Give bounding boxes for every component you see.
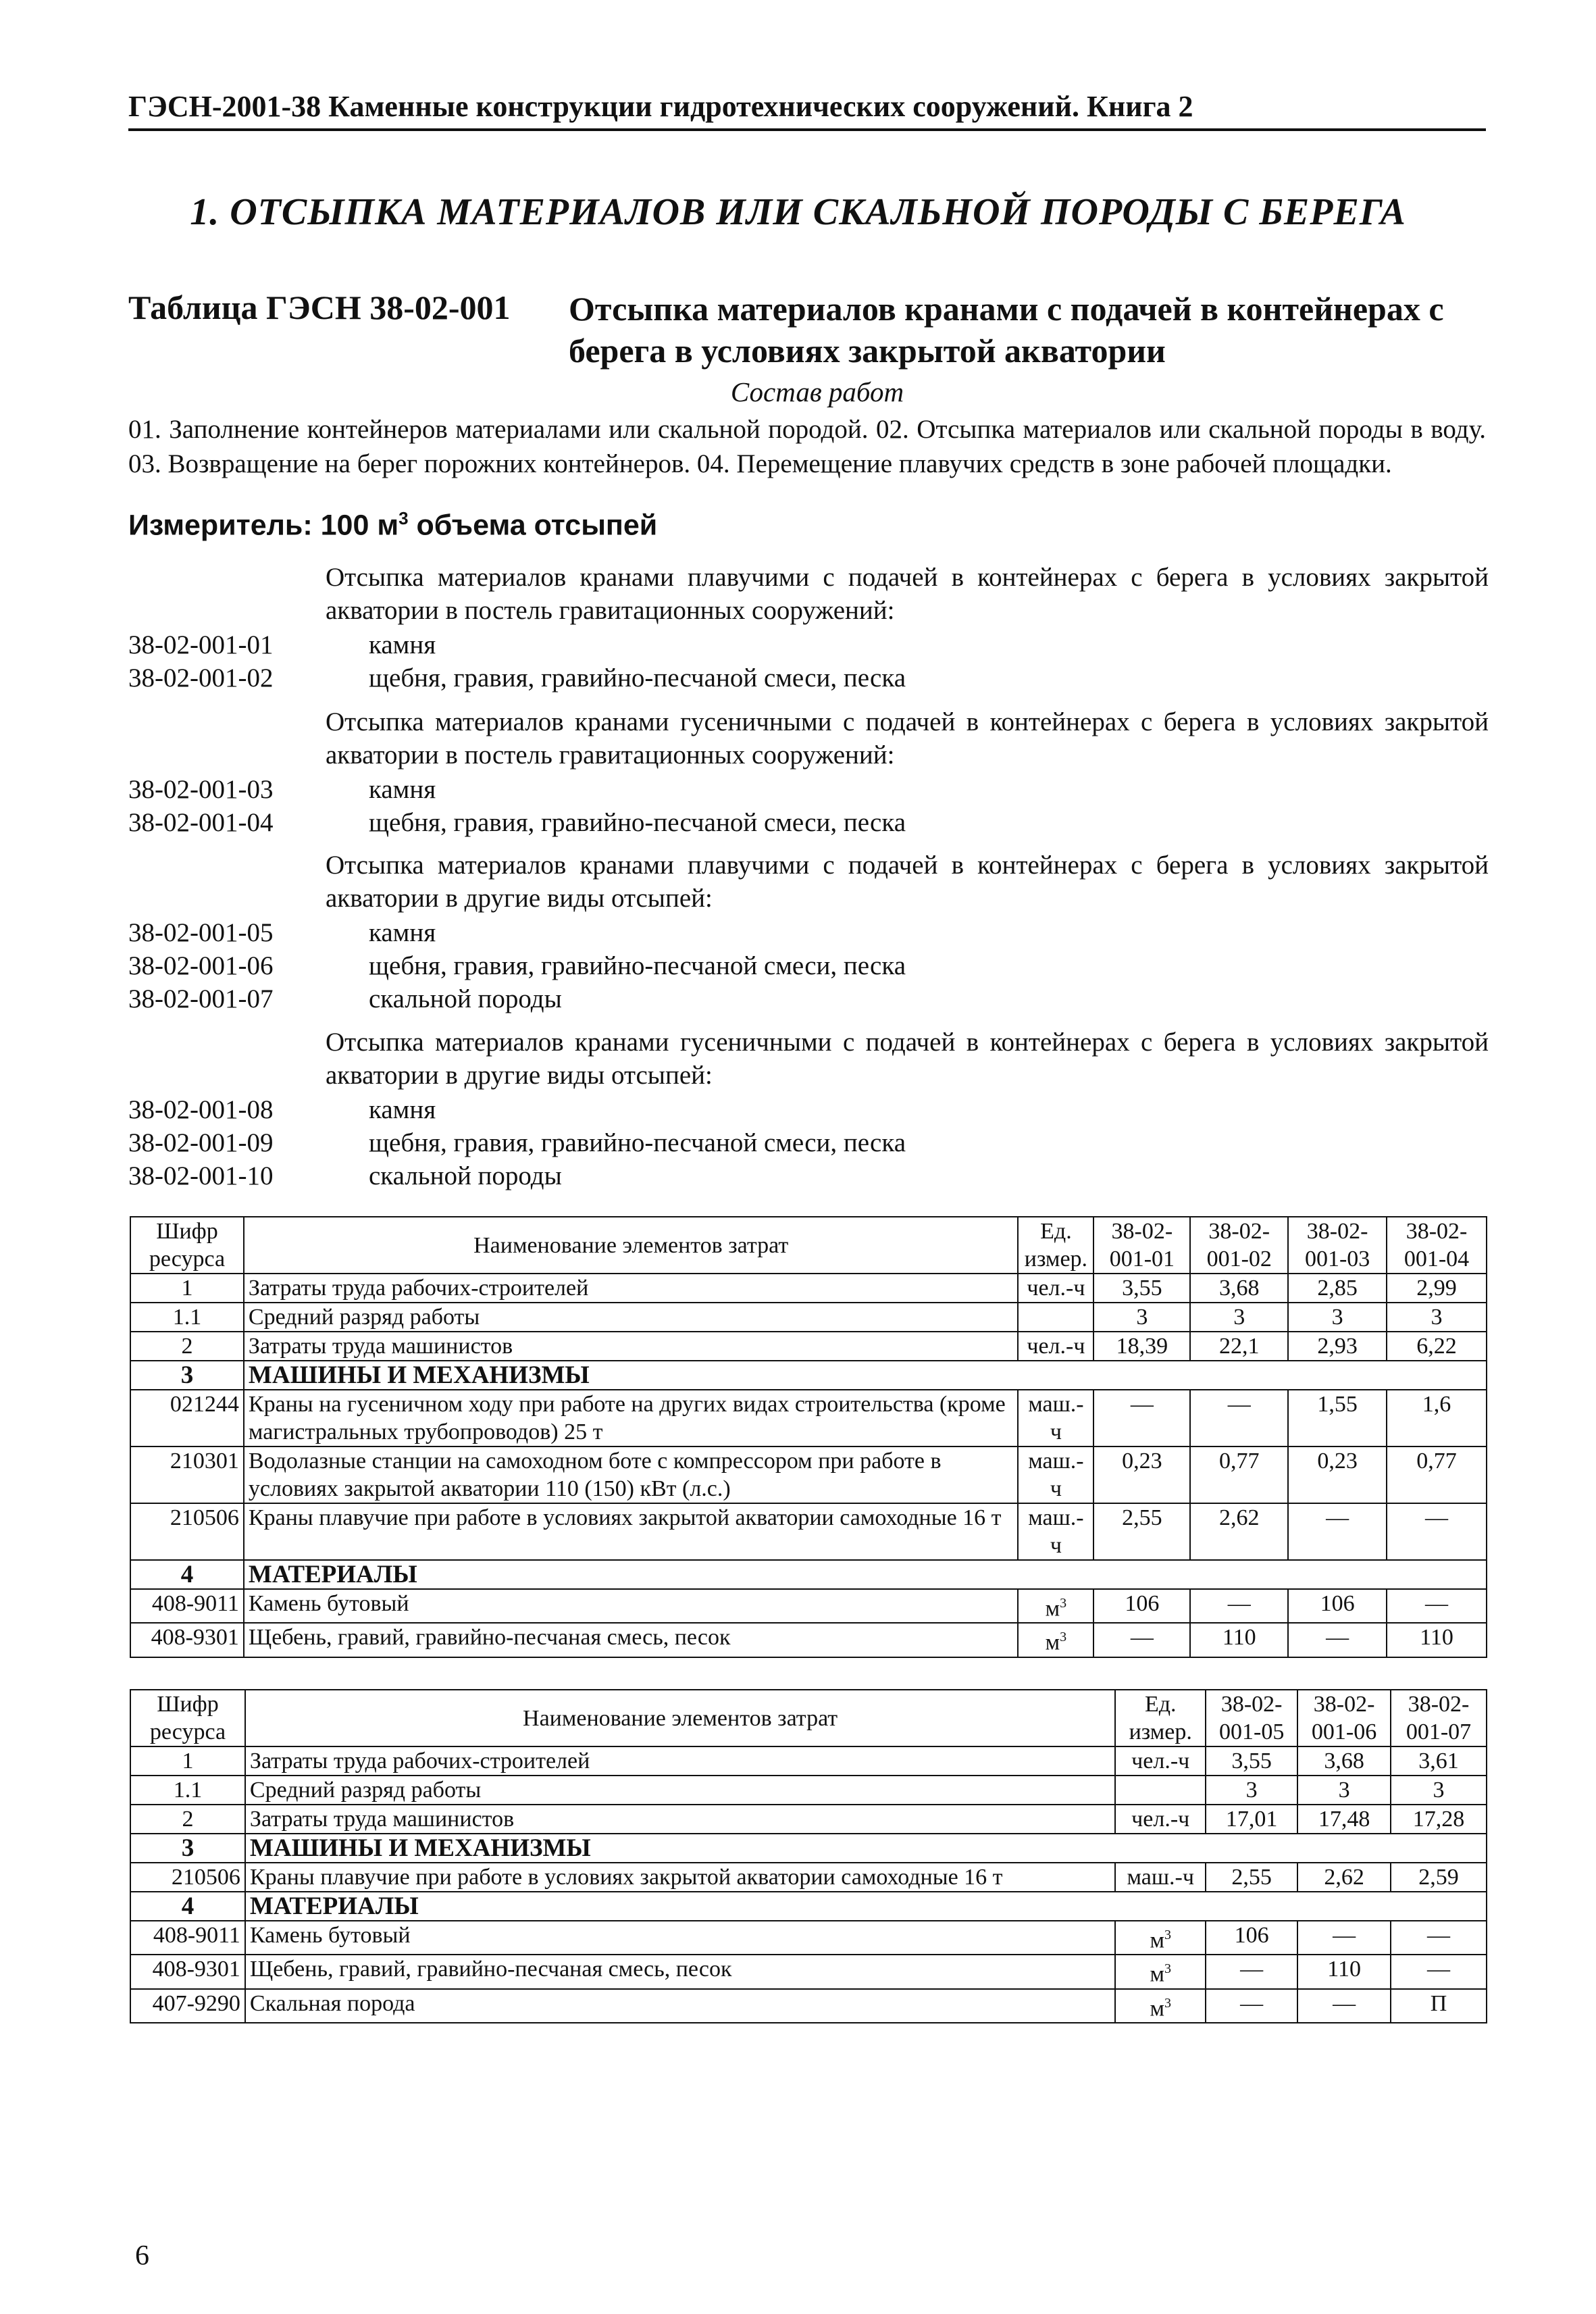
norm-value: 2,85 [1288, 1274, 1387, 1303]
cost-name: Краны плавучие при работе в условиях закрытой акватории самоходные 16 т [245, 1863, 1115, 1892]
table-row [130, 1746, 1487, 1776]
norm-value: — [1387, 1503, 1487, 1560]
section-row [130, 1892, 1487, 1921]
item-code: 38-02-001-07 [128, 984, 274, 1013]
resource-code: 021244 [130, 1390, 244, 1447]
table-row [130, 1390, 1487, 1447]
table-row [130, 1274, 1487, 1303]
item-code: 38-02-001-01 [128, 630, 274, 659]
norm-value: — [1297, 1921, 1391, 1955]
resource-table-2 [130, 1689, 1487, 2023]
table-row [130, 1589, 1487, 1623]
table-row [130, 1503, 1487, 1560]
unit: маш.-ч [1115, 1863, 1206, 1892]
code-line [128, 1093, 436, 1126]
unit: $м^3$ [1115, 1921, 1206, 1955]
norm-value: 0,23 [1288, 1447, 1387, 1503]
table-caption: Отсыпка материалов кранами с подачей в контейнерах с берега в условиях закрытой акватории [569, 290, 1444, 370]
item-name: камня [369, 918, 436, 947]
header-resource-code: Шифр ресурса [130, 1690, 245, 1746]
norm-value: 3 [1093, 1303, 1190, 1332]
norm-value: 3,55 [1206, 1746, 1297, 1776]
resource-code: 2 [130, 1805, 245, 1834]
section-title: МАШИНЫ И МЕХАНИЗМЫ [244, 1361, 1487, 1390]
norm-value: — [1190, 1390, 1288, 1447]
table-header-row [130, 1690, 1487, 1746]
norm-value: 3 [1387, 1303, 1487, 1332]
unit [1018, 1303, 1093, 1332]
norm-value: 3 [1391, 1776, 1487, 1805]
norm-value: 1,6 [1387, 1390, 1487, 1447]
table-row [130, 1303, 1487, 1332]
resource-table-1 [130, 1216, 1487, 1658]
cost-name: Камень бутовый [245, 1921, 1115, 1955]
cost-name: Средний разряд работы [244, 1303, 1019, 1332]
norm-value: 2,55 [1093, 1503, 1190, 1560]
table-row [130, 1863, 1487, 1892]
item-name: щебня, гравия, гравийно-песчаной смеси, песка [369, 808, 906, 837]
cost-name: Камень бутовый [244, 1589, 1019, 1623]
item-name: камня [369, 630, 436, 659]
resource-code: 408-9301 [130, 1955, 245, 1988]
table-label: Таблица ГЭСН 38-02-001 [128, 288, 511, 326]
section-title: 1. ОТСЫПКА МАТЕРИАЛОВ ИЛИ СКАЛЬНОЙ ПОРОДЫ С БЕРЕГА [190, 191, 1406, 233]
item-name: камня [369, 775, 436, 804]
header-unit: Ед. измер. [1018, 1217, 1093, 1274]
norm-value: 0,77 [1190, 1447, 1288, 1503]
section-row [130, 1361, 1487, 1390]
norm-value: 2,55 [1206, 1863, 1297, 1892]
table-header-row [130, 1217, 1487, 1274]
table-row [130, 1332, 1487, 1361]
cost-name: Затраты труда рабочих-строителей [244, 1274, 1019, 1303]
table-row [130, 1776, 1487, 1805]
item-code: 38-02-001-03 [128, 775, 274, 804]
header-norm-code: 38-02- 001-06 [1297, 1690, 1391, 1746]
cost-name: Водолазные станции на самоходном боте с компрессором при работе в условиях закрытой акватории 110 (150) кВт (л.с.) [244, 1447, 1019, 1503]
section-code: 4 [130, 1560, 244, 1589]
table-row [130, 1623, 1487, 1657]
norm-value: 106 [1206, 1921, 1297, 1955]
norm-value: 2,59 [1391, 1863, 1487, 1892]
header-norm-code: 38-02- 001-01 [1093, 1217, 1190, 1274]
item-code: 38-02-001-09 [128, 1128, 274, 1157]
code-line [128, 773, 436, 806]
cost-name: Щебень, гравий, гравийно-песчаная смесь, песок [244, 1623, 1019, 1657]
table-row [130, 1921, 1487, 1955]
item-code: 38-02-001-10 [128, 1161, 274, 1190]
code-line [128, 949, 906, 982]
norm-value: 3 [1190, 1303, 1288, 1332]
composition-title: Состав работ [730, 376, 904, 407]
cost-name: Затраты труда машинистов [245, 1805, 1115, 1834]
norm-value: 17,28 [1391, 1805, 1487, 1834]
resource-code: 2 [130, 1332, 244, 1361]
page-number: 6 [135, 2240, 149, 2271]
norm-value: 110 [1387, 1623, 1487, 1657]
norm-value: 3,61 [1391, 1746, 1487, 1776]
unit: маш.-ч [1018, 1447, 1093, 1503]
norm-value: 3,68 [1297, 1746, 1391, 1776]
norm-value: 2,62 [1297, 1863, 1391, 1892]
meter-prefix: Измеритель: 100 м [128, 509, 399, 542]
item-code: 38-02-001-06 [128, 951, 274, 980]
unit: чел.-ч [1115, 1805, 1206, 1834]
table-row [130, 1447, 1487, 1503]
work-composition: 01. Заполнение контейнеров материалами или скальной породой. 02. Отсыпка материалов или скальной породы в воду. 03. Возвращение на берег порожних контейнеров. 04. Перемещение плавучих средств в зоне рабочей площадки. [128, 415, 1486, 478]
code-line [128, 916, 436, 949]
norm-value: — [1387, 1589, 1487, 1623]
norm-value: — [1206, 1955, 1297, 1988]
group-intro: Отсыпка материалов кранами плавучими с подачей в контейнерах с берега в условиях закрытой акватории в другие виды отсыпей: [326, 851, 1489, 913]
unit: $м^3$ [1018, 1623, 1093, 1657]
resource-code: 1.1 [130, 1776, 245, 1805]
cost-name: Средний разряд работы [245, 1776, 1115, 1805]
norm-value: 18,39 [1093, 1332, 1190, 1361]
norm-value: 3,68 [1190, 1274, 1288, 1303]
header-cost-name: Наименование элементов затрат [244, 1217, 1019, 1274]
code-line [128, 628, 436, 661]
unit [1115, 1776, 1206, 1805]
norm-value: 2,93 [1288, 1332, 1387, 1361]
unit: $м^3$ [1018, 1589, 1093, 1623]
header-norm-code: 38-02- 001-02 [1190, 1217, 1288, 1274]
resource-code: 1.1 [130, 1303, 244, 1332]
unit: чел.-ч [1018, 1332, 1093, 1361]
norm-value: — [1391, 1955, 1487, 1988]
meter-power: 3 [398, 508, 409, 528]
code-line [128, 982, 562, 1015]
unit: $м^3$ [1115, 1955, 1206, 1988]
norm-value: 0,77 [1387, 1447, 1487, 1503]
item-name: щебня, гравия, гравийно-песчаной смеси, песка [369, 1128, 906, 1157]
header-norm-code: 38-02- 001-03 [1288, 1217, 1387, 1274]
norm-value: 3 [1288, 1303, 1387, 1332]
cost-name: Краны плавучие при работе в условиях закрытой акватории самоходные 16 т [244, 1503, 1019, 1560]
norm-value: 3 [1206, 1776, 1297, 1805]
code-line [128, 1126, 906, 1159]
resource-code: 210506 [130, 1863, 245, 1892]
section-code: 4 [130, 1892, 245, 1921]
norm-value: 2,99 [1387, 1274, 1487, 1303]
section-row [130, 1560, 1487, 1589]
item-name: скальной породы [369, 1161, 562, 1190]
resource-code: 210301 [130, 1447, 244, 1503]
header-norm-code: 38-02- 001-04 [1387, 1217, 1487, 1274]
norm-value: 3,55 [1093, 1274, 1190, 1303]
running-header: ГЭСН-2001-38 Каменные конструкции гидротехнических сооружений. Книга 2 [128, 89, 1486, 131]
norm-value: 6,22 [1387, 1332, 1487, 1361]
section-title: МАТЕРИАЛЫ [244, 1560, 1487, 1589]
meter-suffix: объема отсыпей [408, 509, 658, 542]
norm-value: 1,55 [1288, 1390, 1387, 1447]
norm-value: 17,01 [1206, 1805, 1297, 1834]
unit: маш.-ч [1018, 1390, 1093, 1447]
item-name: скальной породы [369, 984, 562, 1013]
table-row [130, 1805, 1487, 1834]
table-row [130, 1989, 1487, 2023]
unit: $м^3$ [1115, 1989, 1206, 2023]
group-intro: Отсыпка материалов кранами плавучими с подачей в контейнерах с берега в условиях закрытой акватории в постель гравитационных сооружений: [326, 563, 1489, 625]
norm-value: 106 [1093, 1589, 1190, 1623]
norm-value: — [1288, 1623, 1387, 1657]
item-code: 38-02-001-05 [128, 918, 274, 947]
cost-name: Скальная порода [245, 1989, 1115, 2023]
norm-value: 22,1 [1190, 1332, 1288, 1361]
norm-value: 106 [1288, 1589, 1387, 1623]
norm-value: 110 [1190, 1623, 1288, 1657]
norm-value: — [1190, 1589, 1288, 1623]
code-line [128, 661, 906, 695]
unit: маш.-ч [1018, 1503, 1093, 1560]
resource-code: 408-9011 [130, 1921, 245, 1955]
meter-unit [128, 508, 657, 542]
group-intro: Отсыпка материалов кранами гусеничными с подачей в контейнерах с берега в условиях закрытой акватории в другие виды отсыпей: [326, 1028, 1489, 1090]
item-name: камня [369, 1095, 436, 1124]
resource-code: 408-9301 [130, 1623, 244, 1657]
norm-value: П [1391, 1989, 1487, 2023]
cost-name: Краны на гусеничном ходу при работе на других видах строительства (кроме магистральных трубопроводов) 25 т [244, 1390, 1019, 1447]
header-norm-code: 38-02- 001-07 [1391, 1690, 1487, 1746]
header-resource-code: Шифр ресурса [130, 1217, 244, 1274]
header-unit: Ед. измер. [1115, 1690, 1206, 1746]
section-title: МАТЕРИАЛЫ [245, 1892, 1487, 1921]
cost-name: Затраты труда машинистов [244, 1332, 1019, 1361]
norm-value: 110 [1297, 1955, 1391, 1988]
code-line [128, 1159, 562, 1192]
item-code: 38-02-001-02 [128, 663, 274, 693]
table-row [130, 1955, 1487, 1988]
norm-value: — [1391, 1921, 1487, 1955]
norm-value: — [1206, 1989, 1297, 2023]
norm-value: 2,62 [1190, 1503, 1288, 1560]
resource-code: 1 [130, 1274, 244, 1303]
norm-value: 0,23 [1093, 1447, 1190, 1503]
section-code: 3 [130, 1361, 244, 1390]
norm-value: — [1093, 1623, 1190, 1657]
norm-value: — [1297, 1989, 1391, 2023]
norm-value: — [1288, 1503, 1387, 1560]
item-code: 38-02-001-04 [128, 808, 274, 837]
norm-value: — [1093, 1390, 1190, 1447]
resource-code: 407-9290 [130, 1989, 245, 2023]
norm-value: 17,48 [1297, 1805, 1391, 1834]
unit: чел.-ч [1018, 1274, 1093, 1303]
item-name: щебня, гравия, гравийно-песчаной смеси, песка [369, 663, 906, 693]
section-title: МАШИНЫ И МЕХАНИЗМЫ [245, 1834, 1487, 1863]
resource-code: 210506 [130, 1503, 244, 1560]
header-norm-code: 38-02- 001-05 [1206, 1690, 1297, 1746]
unit: чел.-ч [1115, 1746, 1206, 1776]
code-line [128, 806, 906, 839]
cost-name: Щебень, гравий, гравийно-песчаная смесь, песок [245, 1955, 1115, 1988]
cost-name: Затраты труда рабочих-строителей [245, 1746, 1115, 1776]
norm-value: 3 [1297, 1776, 1391, 1805]
section-code: 3 [130, 1834, 245, 1863]
resource-code: 408-9011 [130, 1589, 244, 1623]
header-cost-name: Наименование элементов затрат [245, 1690, 1115, 1746]
item-code: 38-02-001-08 [128, 1095, 274, 1124]
section-row [130, 1834, 1487, 1863]
group-intro: Отсыпка материалов кранами гусеничными с подачей в контейнерах с берега в условиях закрытой акватории в постель гравитационных сооружений: [326, 707, 1489, 770]
resource-code: 1 [130, 1746, 245, 1776]
item-name: щебня, гравия, гравийно-песчаной смеси, песка [369, 951, 906, 980]
